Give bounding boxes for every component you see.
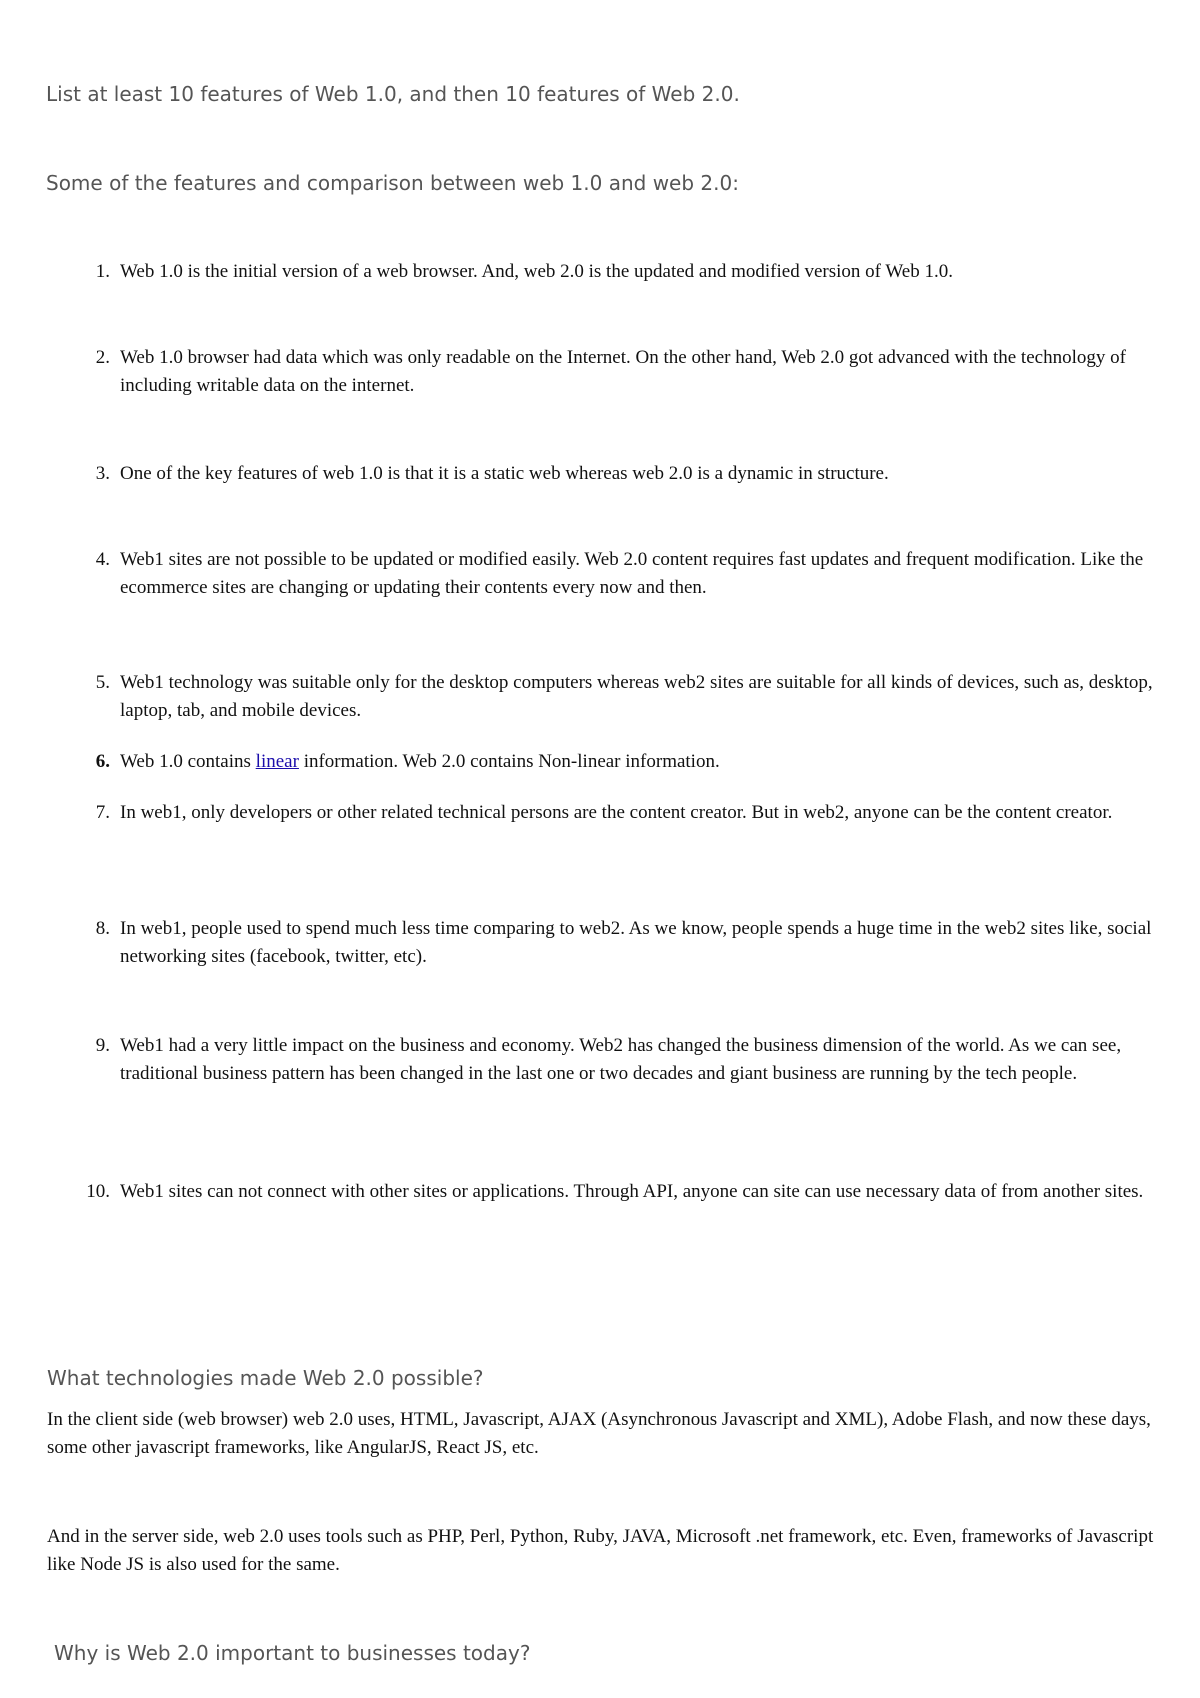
linear-link[interactable]: linear bbox=[255, 751, 299, 772]
intro-heading: Some of the features and comparison between web 1.0 and web 2.0: bbox=[46, 171, 739, 195]
list-item-text: In web1, people used to spend much less time comparing to web2. As we know, people spends a huge time in the web2 sites like, social networking sites (facebook, twitter, etc). bbox=[120, 918, 1152, 967]
list-item-text: One of the key features of web 1.0 is that it is a static web whereas web 2.0 is a dynamic in structure. bbox=[120, 463, 889, 484]
list-item-text: In web1, only developers or other related technical persons are the content creator. But in web2, anyone can be the content creator. bbox=[120, 802, 1113, 823]
question-3-heading: Why is Web 2.0 important to businesses today? bbox=[54, 1641, 531, 1665]
answer-server-side: And in the server side, web 2.0 uses tools such as PHP, Perl, Python, Ruby, JAVA, Microsoft .net framework, etc. Even, frameworks of Javascript like Node JS is also used for the same. bbox=[47, 1526, 1154, 1575]
list-item-text: Web1 sites are not possible to be updated or modified easily. Web 2.0 content requires fast updates and frequent modification. Like the ecommerce sites are changing or updating their contents every now and then. bbox=[120, 549, 1144, 598]
answer-client-side: In the client side (web browser) web 2.0 uses, HTML, Javascript, AJAX (Asynchronous Javascript and XML), Adobe Flash, and now these days, some other javascript frameworks, like AngularJS, React JS, etc. bbox=[47, 1409, 1151, 1458]
list-item-text-after: information. Web 2.0 contains Non-linear information. bbox=[298, 751, 720, 772]
question-1-heading: List at least 10 features of Web 1.0, and then 10 features of Web 2.0. bbox=[46, 82, 740, 106]
list-item-text: Web1 sites can not connect with other sites or applications. Through API, anyone can site can use necessary data of from another sites. bbox=[120, 1181, 1144, 1202]
list-item-number: 8. bbox=[95, 918, 110, 939]
list-item-number: 10. bbox=[86, 1181, 110, 1202]
list-item-number: 2. bbox=[95, 347, 110, 368]
list-item-text: Web 1.0 is the initial version of a web browser. And, web 2.0 is the updated and modified version of Web 1.0. bbox=[120, 261, 953, 282]
list-item-text-before: Web 1.0 contains bbox=[120, 751, 256, 772]
list-item-text: Web1 technology was suitable only for the desktop computers whereas web2 sites are suitable for all kinds of devices, such as, desktop, laptop, tab, and mobile devices. bbox=[120, 672, 1153, 721]
list-item-number: 7. bbox=[95, 802, 110, 823]
list-item-number: 4. bbox=[95, 549, 110, 570]
list-item-text bbox=[120, 748, 1180, 776]
list-item-number: 1. bbox=[95, 261, 110, 282]
list-item-text: Web1 had a very little impact on the business and economy. Web2 has changed the business dimension of the world. As we can see, traditional business pattern has been changed in the last one or two decades and giant business are running by the tech people. bbox=[120, 1035, 1122, 1084]
question-2-heading: What technologies made Web 2.0 possible? bbox=[47, 1366, 484, 1390]
list-item-number: 9. bbox=[95, 1035, 110, 1056]
list-item-number: 5. bbox=[95, 672, 110, 693]
list-item-number: 6. bbox=[95, 751, 110, 772]
list-item-text: Web 1.0 browser had data which was only readable on the Internet. On the other hand, Web 2.0 got advanced with the technology of including writable data on the internet. bbox=[120, 347, 1126, 396]
list-item-number: 3. bbox=[95, 463, 110, 484]
